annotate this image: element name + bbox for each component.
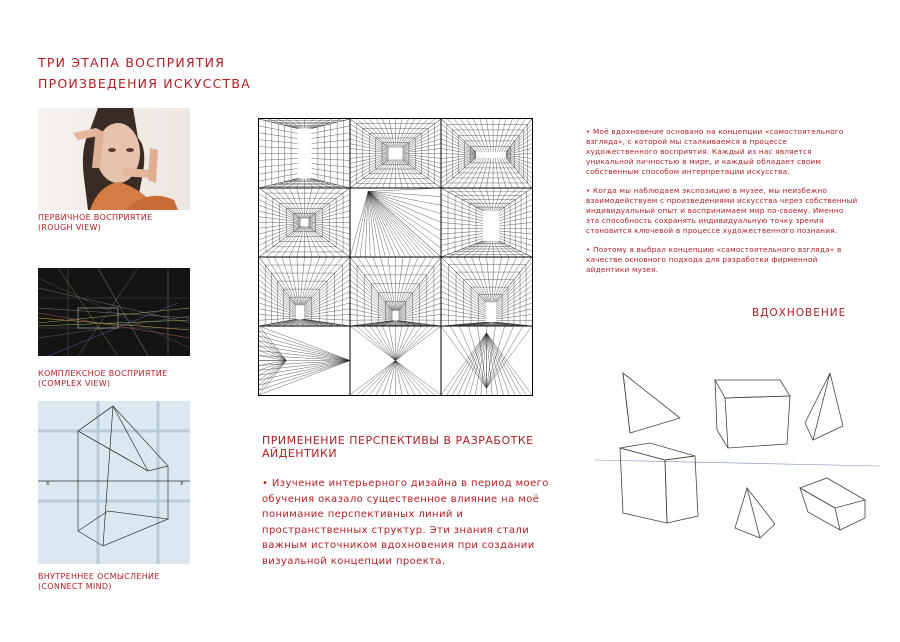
right-paragraph-1: • Моё вдохновение основано на концепции «самостоятельного взгляда», с которой мы сталкиваемся в процессе художественного восприятия. Каждый из нас является уникальной личностью в мире, и каждый обладает своим собственным способом интерпретации искусства. — [586, 127, 844, 176]
section-body: • Изучение интерьерного дизайна в период моего обучения оказало существенное влияние на моё понимание перспективных линий и пространственных структур. Эти знания стали важным источником вдохновения при создании визуальной концепции проекта. — [262, 478, 549, 567]
perspective-lines-render — [38, 268, 190, 356]
caption-connect-mind — [38, 572, 160, 591]
framing-hands-photo — [38, 108, 190, 210]
right-description — [586, 127, 858, 284]
right-paragraph-2: • Когда мы наблюдаем экспозицию в музее, мы неизбежно взаимодействуем с произведениями искусства через собственный индивидуальный опыт и воспринимаем мир по-своему. Именно эта способность сохранять индивидуальную точку зрения становится ключевой в процессе художественного познания. — [586, 186, 858, 235]
caption-1-title: ПЕРВИЧНОЕ ВОСПРИЯТИЕ — [38, 213, 153, 222]
caption-1-sub: (ROUGH VIEW) — [38, 222, 102, 232]
caption-3-title: ВНУТРЕННЕЕ ОСМЫСЛЕНИЕ — [38, 572, 160, 581]
title-line-2: ПРОИЗВЕДЕНИЯ ИСКУССТВА — [38, 76, 251, 91]
caption-complex-view — [38, 369, 167, 388]
caption-2-sub: (COMPLEX VIEW) — [38, 378, 111, 388]
page-title — [38, 52, 251, 94]
caption-2-title: КОМПЛЕКСНОЕ ВОСПРИЯТИЕ — [38, 369, 168, 378]
caption-3-sub: (CONNECT MIND) — [38, 581, 112, 591]
svg-text:x: x — [180, 480, 184, 487]
title-line-1: ТРИ ЭТАПА ВОСПРИЯТИЯ — [38, 55, 226, 70]
svg-text:x: x — [46, 480, 50, 487]
right-paragraph-3: • Поэтому я выбрал концепцию «самостоятельного взгляда» в качестве основного подхода для разработки фирменной айдентики музея. — [586, 245, 842, 274]
inspiration-label: ВДОХНОВЕНИЕ — [752, 307, 847, 319]
caption-rough-view — [38, 213, 152, 232]
perspective-grid — [258, 118, 533, 396]
section-heading: ПРИМЕНЕНИЕ ПЕРСПЕКТИВЫ В РАЗРАБОТКЕ АЙДЕНТИКИ — [262, 434, 534, 460]
geometric-shapes-sketch — [595, 348, 880, 563]
projection-drawing — [38, 401, 190, 564]
